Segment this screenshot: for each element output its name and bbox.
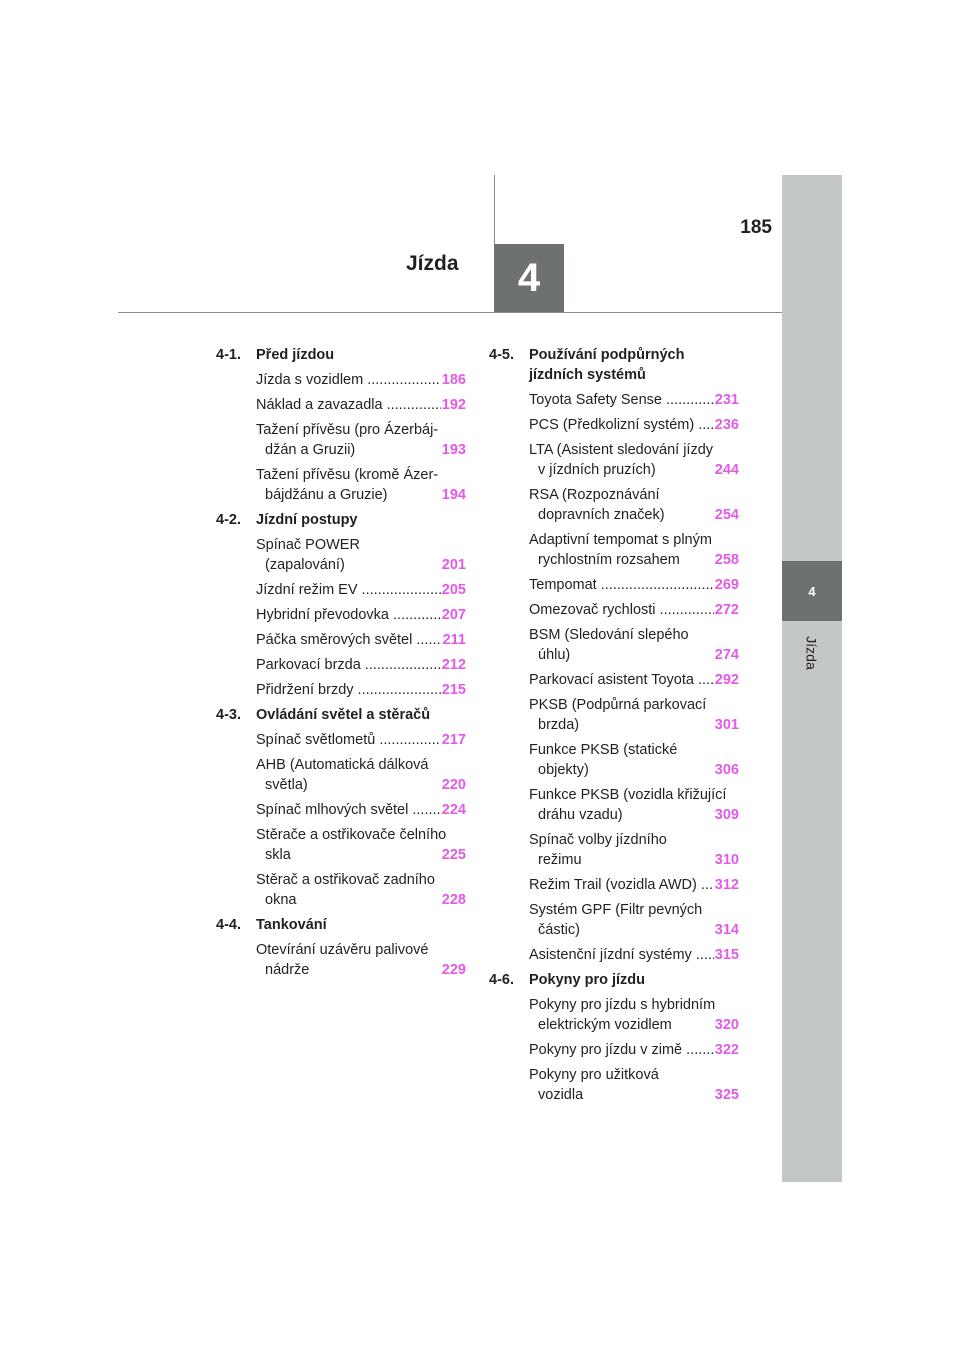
toc-entry-link[interactable] [216,870,466,910]
entry-title-line1: Hybridní převodovka [256,607,389,623]
entry-title-line2: rychlostním rozsahem [538,552,680,568]
toc-entry-link[interactable] [489,415,739,435]
entry-title-line1: Spínač mlhových světel [256,802,409,818]
entry-title-line1: Páčka směrových světel [256,632,413,648]
entry-title-line2: dráhu vzadu) [538,807,623,823]
entry-page-number[interactable]: 207 [441,607,466,623]
toc-entry-link[interactable] [489,485,739,525]
toc-entry-link[interactable] [216,630,466,650]
entry-title-line1: Režim Trail (vozidla AWD) [529,877,697,893]
entry-text [529,485,739,525]
entry-title-line1: Spínač volby jízdního [529,832,667,848]
entry-title-line2: nádrže [265,962,310,978]
toc-entry-link[interactable] [489,945,739,965]
entry-title-line2: režimu [538,852,582,868]
toc-section [216,345,466,505]
entry-title-line2: vozidla [538,1087,584,1103]
entry-title-line1: RSA (Rozpoznávání [529,487,660,503]
entry-page-number[interactable]: 205 [441,582,466,598]
entry-text [256,605,466,625]
entry-page-number[interactable]: 314 [714,922,739,938]
header-divider-horizontal [118,312,782,313]
entry-title-line1: PCS (Předkolizní systém) [529,417,695,433]
entry-text [529,440,739,480]
entry-title-line1: Toyota Safety Sense [529,392,662,408]
toc-entry-link[interactable] [489,1040,739,1060]
entry-text [256,825,466,865]
section-title: Před jízdou [256,347,335,363]
side-tab-label-wrap [792,628,832,678]
entry-text [529,530,739,570]
entry-text [529,995,739,1035]
entry-page-number[interactable]: 193 [441,442,466,458]
toc-entry-link[interactable] [489,995,739,1035]
toc-section [489,970,739,1105]
chapter-number-badge: 4 [494,244,564,312]
toc-entry-link[interactable] [216,680,466,700]
chapter-side-tab [782,175,842,1182]
entry-page-number[interactable]: 301 [714,717,739,733]
entry-page-number[interactable]: 236 [714,417,739,433]
entry-text [256,420,466,460]
entry-text [256,680,466,700]
toc-entry-link[interactable] [489,600,739,620]
toc-entry-link[interactable] [489,390,739,410]
entry-title-line1: Otevírání uzávěru palivové [256,942,429,958]
toc-entry-link[interactable] [489,575,739,595]
entry-page-number[interactable]: 258 [714,552,739,568]
entry-page-number[interactable]: 225 [441,847,466,863]
toc-entry-link[interactable] [216,940,466,980]
toc-entry-link[interactable] [489,830,739,870]
entry-text [529,740,739,780]
entry-title-line2: dopravních značek) [538,507,665,523]
section-title: Ovládání světel a stěračů [256,707,431,723]
entry-title-line1: Jízda s vozidlem [256,372,364,388]
entry-title-line1: Pokyny pro jízdu v zimě [529,1042,683,1058]
entry-title-line1: Adaptivní tempomat s plným [529,532,712,548]
entry-page-number[interactable]: 201 [441,557,466,573]
entry-title-line2: skla [265,847,291,863]
entry-title-line2: bájdžánu a Gruzie) [265,487,388,503]
entry-page-number[interactable]: 325 [714,1087,739,1103]
entry-text [529,390,739,410]
chapter-title: Jízda [406,252,459,275]
toc-entry-link[interactable] [489,670,739,690]
entry-page-number[interactable]: 320 [714,1017,739,1033]
section-number: 4-1. [216,347,241,363]
toc-entry-link[interactable] [216,825,466,865]
entry-title-line1: Funkce PKSB (vozidla křižující [529,787,727,803]
entry-title-line1: BSM (Sledování slepého [529,627,689,643]
toc-entry-link[interactable] [216,755,466,795]
section-heading [489,970,739,990]
entry-title-line1: PKSB (Podpůrná parkovací [529,697,707,713]
entry-page-number[interactable]: 310 [714,852,739,868]
entry-title-line2: brzda) [538,717,580,733]
entry-title-line2: elektrickým vozidlem [538,1017,672,1033]
entry-title-line1: AHB (Automatická dálková [256,757,429,773]
entry-page-number[interactable]: 217 [441,732,466,748]
toc-entry-link[interactable] [489,785,739,825]
entry-title-line1: Jízdní režim EV [256,582,358,598]
entry-text [256,535,466,575]
entry-text [529,945,739,965]
entry-text [256,730,466,750]
section-title: Jízdní postupy [256,512,358,528]
toc-section [216,510,466,700]
entry-title-line2: objekty) [538,762,589,778]
entry-text [256,630,466,650]
section-heading [216,915,466,935]
section-number: 4-4. [216,917,241,933]
entry-page-number[interactable]: 194 [441,487,466,503]
entry-text [529,1040,739,1060]
section-heading [216,705,466,725]
entry-title-line2: okna [265,892,297,908]
section-number: 4-5. [489,347,514,363]
entry-page-number[interactable]: 306 [714,762,739,778]
entry-page-number[interactable]: 309 [714,807,739,823]
entry-title-line1: Tempomat [529,577,597,593]
entry-text [256,800,466,820]
entry-title-line2: v jízdních pruzích) [538,462,656,478]
toc-entry-link[interactable] [216,420,466,460]
entry-page-number[interactable]: 224 [441,802,466,818]
toc-entry-link[interactable] [216,580,466,600]
entry-text [256,370,466,390]
entry-page-number[interactable]: 272 [714,602,739,618]
entry-title-line1: Přidržení brzdy [256,682,354,698]
entry-page-number[interactable]: 269 [714,577,739,593]
entry-text [529,695,739,735]
entry-title-line1: Systém GPF (Filtr pevných [529,902,703,918]
section-number: 4-2. [216,512,241,528]
entry-text [529,1065,739,1105]
page-number: 185 [740,217,772,238]
toc-entry-link[interactable] [489,695,739,735]
section-heading [216,510,466,530]
entry-page-number[interactable]: 211 [442,632,466,648]
entry-page-number[interactable]: 228 [441,892,466,908]
entry-title-line2: (zapalování) [265,557,345,573]
entry-page-number[interactable]: 192 [441,397,466,413]
entry-title-line1: Stěrač a ostřikovač zadního [256,872,435,888]
toc-section [489,345,739,965]
section-title: Pokyny pro jízdu [529,972,646,988]
toc-entry-link[interactable] [489,740,739,780]
side-tab-label: Jízda [804,636,820,670]
entry-title-line1: Asistenční jízdní systémy [529,947,692,963]
toc-column-right [489,345,739,1110]
entry-page-number[interactable]: 254 [714,507,739,523]
entry-title-line2: džán a Gruzii) [265,442,356,458]
section-heading [216,345,466,365]
toc-entry-link[interactable] [216,370,466,390]
section-number: 4-3. [216,707,241,723]
section-number: 4-6. [489,972,514,988]
entry-title-line1: Funkce PKSB (statické [529,742,678,758]
entry-text [529,415,739,435]
entry-text [256,465,466,505]
section-title: Používání podpůrných jízdních systémů [529,347,685,383]
toc-entry-link[interactable] [489,875,739,895]
entry-page-number[interactable]: 229 [441,962,466,978]
toc-entry-link[interactable] [216,465,466,505]
entry-text [529,875,739,895]
toc-entry-link[interactable] [216,605,466,625]
section-title: Tankování [256,917,327,933]
toc-entry-link[interactable] [216,800,466,820]
toc-entry-link[interactable] [489,530,739,570]
toc-entry-link[interactable] [489,1065,739,1105]
entry-title-line1: Tažení přívěsu (pro Ázerbáj- [256,422,439,438]
entry-text [529,670,739,690]
entry-text [529,830,739,870]
entry-text [529,785,739,825]
entry-page-number[interactable]: 220 [441,777,466,793]
entry-title-line2: částic) [538,922,580,938]
entry-title-line1: LTA (Asistent sledování jízdy [529,442,714,458]
entry-text [256,580,466,600]
entry-text [529,900,739,940]
entry-page-number[interactable]: 312 [714,877,739,893]
entry-text [529,575,739,595]
entry-page-number[interactable]: 274 [714,647,739,663]
toc-entry-link[interactable] [216,535,466,575]
entry-page-number[interactable]: 215 [441,682,466,698]
toc-column-left [216,345,466,985]
entry-text [256,395,466,415]
entry-title-line1: Parkovací asistent Toyota [529,672,694,688]
entry-page-number[interactable]: 186 [441,372,466,388]
entry-title-line1: Spínač POWER [256,537,360,553]
entry-title-line1: Parkovací brzda [256,657,361,673]
entry-title-line2: úhlu) [538,647,571,663]
header-divider-vertical [494,175,495,245]
entry-page-number[interactable]: 212 [441,657,466,673]
entry-text [256,755,466,795]
entry-page-number[interactable]: 244 [714,462,739,478]
entry-page-number[interactable]: 322 [714,1042,739,1058]
entry-text [256,870,466,910]
entry-title-line1: Pokyny pro jízdu s hybridním [529,997,716,1013]
toc-entry-link[interactable] [489,625,739,665]
entry-text [256,655,466,675]
entry-text [529,625,739,665]
toc-entry-link[interactable] [216,395,466,415]
entry-title-line1: Omezovač rychlosti [529,602,656,618]
entry-title-line1: Pokyny pro užitková [529,1067,659,1083]
entry-title-line1: Spínač světlometů [256,732,376,748]
entry-title-line2: světla) [265,777,308,793]
section-heading [489,345,739,385]
toc-section [216,915,466,980]
entry-title-line1: Náklad a zavazadla [256,397,383,413]
toc-entry-link[interactable] [489,440,739,480]
entry-page-number[interactable]: 231 [714,392,739,408]
entry-page-number[interactable]: 315 [714,947,739,963]
entry-text [529,600,739,620]
toc-entry-link[interactable] [489,900,739,940]
toc-section [216,705,466,910]
toc-entry-link[interactable] [216,730,466,750]
entry-page-number[interactable]: 292 [714,672,739,688]
side-tab-chapter-number[interactable]: 4 [782,561,842,621]
entry-title-line1: Tažení přívěsu (kromě Ázer- [256,467,439,483]
entry-title-line1: Stěrače a ostřikovače čelního [256,827,447,843]
entry-text [256,940,466,980]
toc-entry-link[interactable] [216,655,466,675]
